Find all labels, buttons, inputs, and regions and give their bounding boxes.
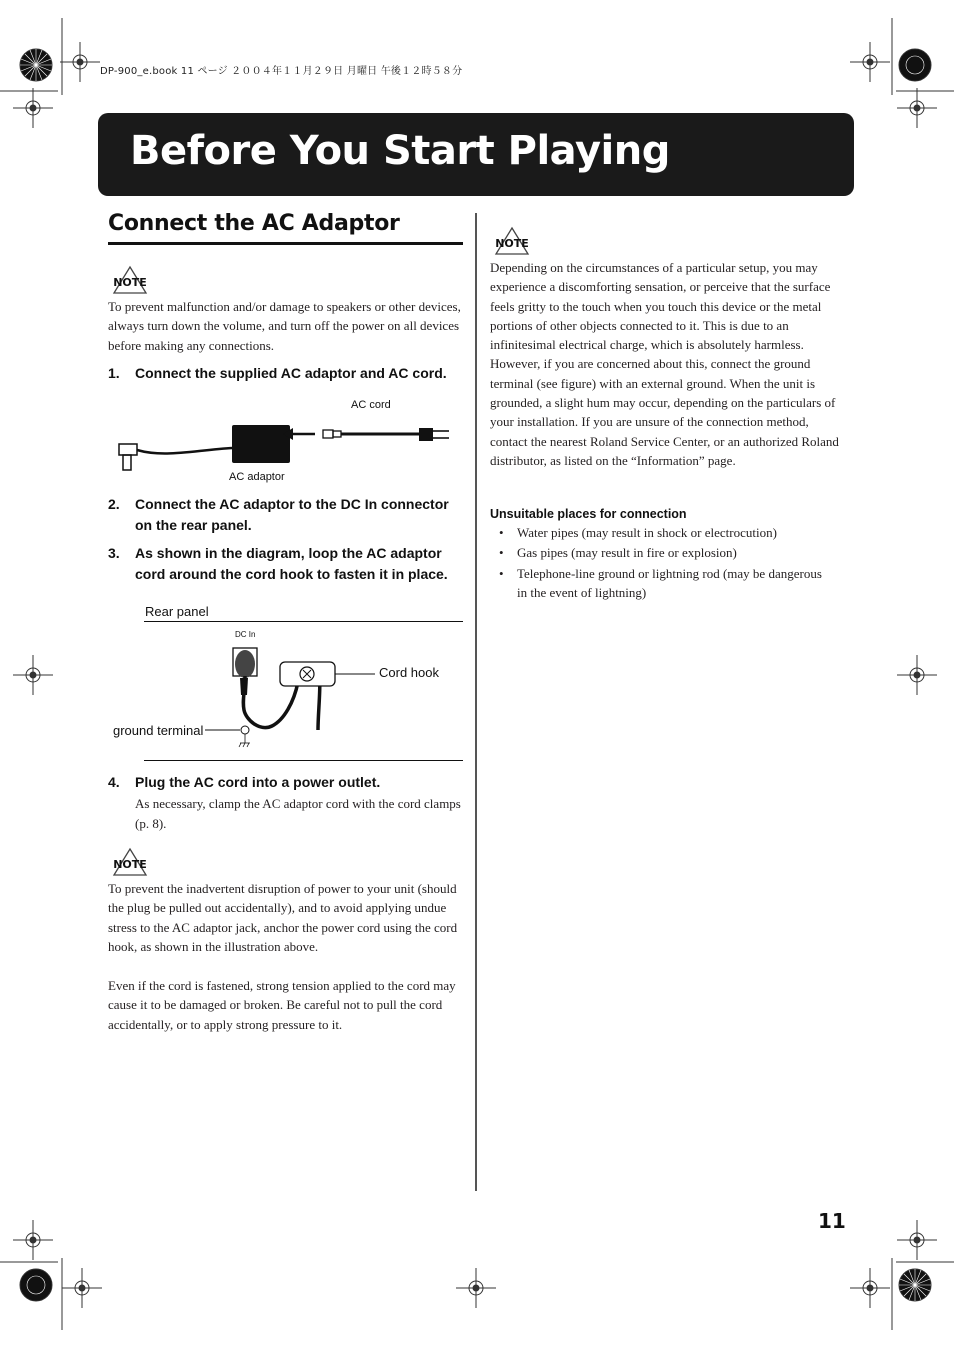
note-grounding: Depending on the circumstances of a particular setup, you may experience a discomforting sensation, or perceive that the surface feels gritty to the touch when you touch this device or the metal portions of other objects connected to it. This is due to an infinitesimal electrical charge, which is absolutely harmless. However, if you are concerned about this, connect the ground terminal (see figure) with an external ground. When the unit is grounded, a slight hum may occur, depending on the particulars of your installation. If you are unsure of the connection method, contact the nearest Roland Service Center, or an authorized Roland distributor, as listed on the “Information” page. (490, 260, 839, 468)
ac-adaptor-label: AC adaptor (229, 471, 285, 483)
ground-terminal-label: ground terminal (113, 723, 204, 738)
list-item-text: Gas pipes (may result in fire or explosion) (517, 545, 737, 560)
section-title-rule (108, 242, 463, 245)
note-icon-label: NOTE (495, 237, 529, 250)
step-4-detail: As necessary, clamp the AC adaptor cord with the cord clamps (p. 8). (135, 796, 461, 831)
step-number: 3. (108, 545, 120, 561)
figure-top-rule (144, 621, 463, 622)
note-icon-label: NOTE (113, 858, 147, 871)
chapter-title: Before You Start Playing (130, 128, 670, 174)
step-2 (108, 494, 464, 538)
list-item (490, 543, 844, 563)
dc-in-label: DC In (235, 630, 256, 639)
figure-bottom-rule (144, 760, 463, 761)
bullet: • (499, 525, 504, 540)
ac-cord-label: AC cord (351, 399, 391, 411)
ac-adaptor-illustration (115, 418, 460, 473)
step-number: 2. (108, 496, 120, 512)
note-malfunction: To prevent malfunction and/or damage to speakers or other devices, always turn down the volume, and turn off the power on all devices before making any connections. (108, 299, 461, 353)
list-item-text: Telephone-line ground or lightning rod (may be dangerous in the event of lightning) (517, 566, 822, 601)
step-text: Plug the AC cord into a power outlet. (135, 774, 381, 790)
section-title: Connect the AC Adaptor (108, 211, 400, 236)
step-4 (108, 772, 464, 794)
note-icon (492, 225, 532, 257)
step-text: Connect the AC adaptor to the DC In connector on the rear panel. (135, 496, 449, 533)
page-number: 11 (818, 1209, 846, 1233)
step-3 (108, 543, 464, 587)
list-item-text: Water pipes (may result in shock or electrocution) (517, 525, 777, 540)
file-info-header: DP-900_e.book 11 ページ ２００４年１１月２９日 月曜日 午後１２時５８分 (100, 66, 463, 77)
list-item (490, 523, 844, 543)
unsuitable-places-heading: Unsuitable places for connection (490, 507, 687, 521)
bullet: • (499, 566, 504, 581)
note-icon (110, 264, 150, 296)
column-divider (475, 213, 477, 1191)
step-text: As shown in the diagram, loop the AC adaptor cord around the cord hook to fasten it in place. (135, 545, 448, 582)
note-icon-label: NOTE (113, 276, 147, 289)
step-text: Connect the supplied AC adaptor and AC cord. (135, 365, 447, 381)
list-item (490, 564, 844, 604)
note-icon (110, 846, 150, 878)
step-1 (108, 363, 464, 385)
note-cord-hook-p2: Even if the cord is fastened, strong tension applied to the cord may cause it to be damaged or broken. Be careful not to pull the cord accidentally, or to apply strong pressure to it. (108, 978, 456, 1032)
step-number: 4. (108, 774, 120, 790)
bullet: • (499, 545, 504, 560)
step-number: 1. (108, 365, 120, 381)
rear-panel-label: Rear panel (145, 604, 209, 619)
note-cord-hook-p1: To prevent the inadvertent disruption of power to your unit (should the plug be pulled out accidentally), and to avoid applying undue stress to the AC adaptor jack, anchor the power cord using the cord hook, as shown in the illustration above. (108, 881, 458, 954)
cord-hook-label: Cord hook (379, 665, 439, 680)
rear-panel-illustration (200, 640, 380, 755)
